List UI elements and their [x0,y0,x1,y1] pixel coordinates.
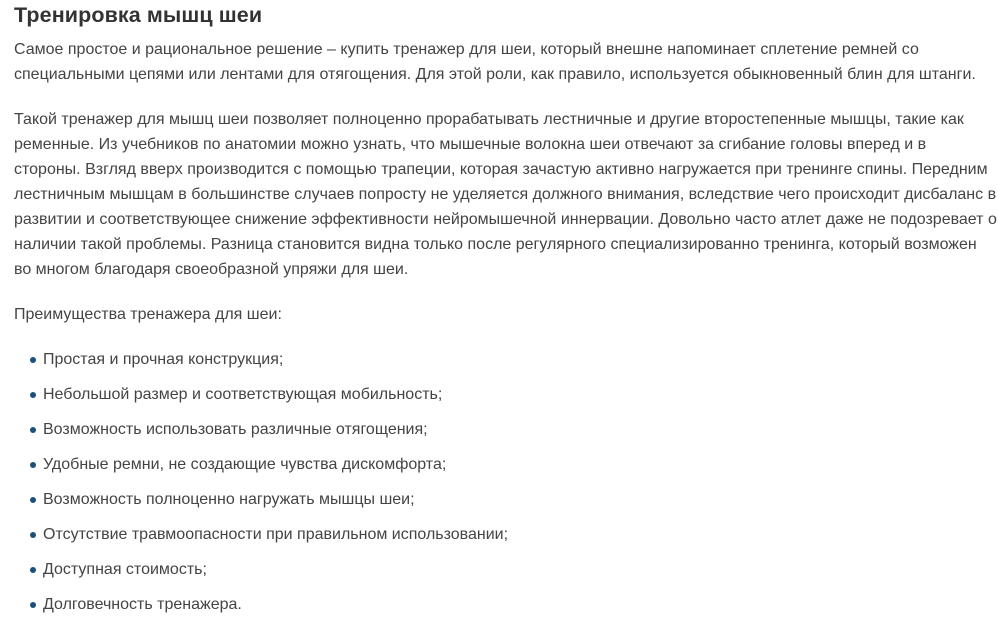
paragraph-line: стороны. Взгляд вверх производится с помощью трапеции, которая зачастую активно нагружается при тренинге спины. Передним [14,161,988,178]
paragraph-line: во многом благодаря своеобразной упряжи для шеи. [14,261,409,278]
paragraph-line: развитии и соответствующее снижение эффективности нейромышечной иннервации. Довольно часто атлет даже не подозревает о [14,211,997,228]
bullet-dot-icon [30,567,36,573]
bullet-dot-icon [30,392,36,398]
list-item [30,452,998,477]
paragraph-line: лестничным мышцам в большинстве случаев попросту не уделяется должного внимания, вследствие чего происходит дисбаланс в [14,186,997,203]
bullet-dot-icon [30,427,36,433]
list-item [30,522,998,547]
bullet-dot-icon [30,497,36,503]
paragraph-line: Такой тренажер для мышц шеи позволяет полноценно прорабатывать лестничные и другие второстепенные мышцы, такие как [14,111,964,128]
list-item-text: Возможность использовать различные отягощения; [43,421,428,438]
advantages-intro: Преимущества тренажера для шеи: [14,306,282,323]
list-item-text: Долговечность тренажера. [43,596,242,613]
list-item-text: Доступная стоимость; [43,561,207,578]
list-item [30,382,998,407]
advantages-list [14,347,998,617]
list-item-text: Небольшой размер и соответствующая мобильность; [43,386,443,403]
list-item-text: Удобные ремни, не создающие чувства дискомфорта; [43,456,447,473]
list-item-text: Простая и прочная конструкция; [43,351,284,368]
list-item-text: Возможность полноценно нагружать мышцы шеи; [43,491,415,508]
bullet-dot-icon [30,602,36,608]
paragraph-line: ременные. Из учебников по анатомии можно узнать, что мышечные волокна шеи отвечают за сгибание головы вперед и в [14,136,927,153]
list-item [30,557,998,582]
list-item-text: Отсутствие травмоопасности при правильном использовании; [43,526,509,543]
bullet-dot-icon [30,532,36,538]
bullet-dot-icon [30,357,36,363]
list-item [30,592,998,617]
list-item [30,487,998,512]
paragraph-line: наличии такой проблемы. Разница становится видна только после регулярного специализированно тренинга, который возможен [14,236,977,253]
intro-paragraph [14,37,998,87]
list-item [30,417,998,442]
description-paragraph [14,107,998,282]
paragraph-line: специальными цепями или лентами для отягощения. Для этой роли, как правило, используется обыкновенный блин для штанги. [14,66,976,83]
paragraph-line: Самое простое и рациональное решение – купить тренажер для шеи, который внешне напоминает сплетение ремней со [14,41,919,58]
bullet-dot-icon [30,462,36,468]
list-item [30,347,998,372]
article-title: Тренировка мышц шеи [14,3,263,27]
